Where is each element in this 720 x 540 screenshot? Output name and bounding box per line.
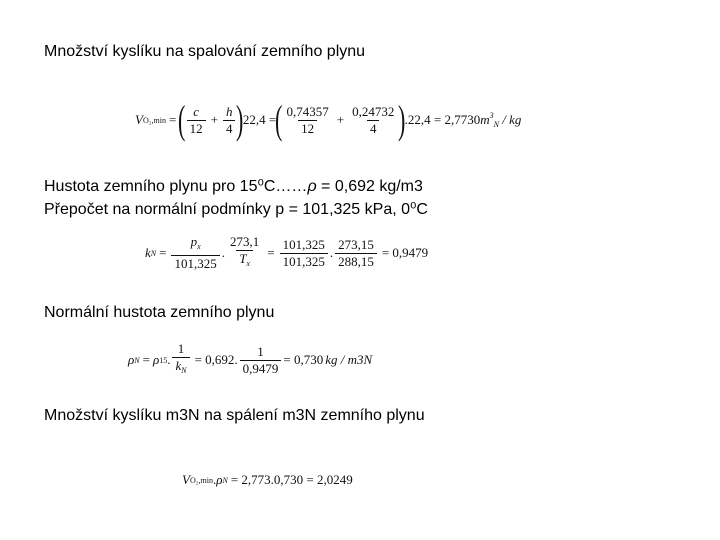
eq4-rho: ρ — [216, 472, 223, 487]
heading-oxygen-per-m3n: Množství kyslíku m3N na spálení m3N zemního plynu — [44, 407, 425, 424]
eq3-dot: . — [167, 352, 171, 367]
equation-rho-n — [128, 341, 372, 379]
eq1-equals: = — [168, 112, 177, 127]
eq2-equals-2: = — [267, 245, 275, 260]
heading-normal-density: Normální hustota zemního plynu — [44, 304, 275, 321]
eq1-plus-2: + — [336, 112, 345, 127]
eq1-unit: $m^3_N$ / kg — [480, 111, 522, 129]
eq3-lhs: ρ — [128, 352, 135, 367]
equation-kn — [145, 234, 428, 272]
eq3-mid: = 0,692. — [194, 352, 238, 367]
eq4-v: V — [182, 472, 190, 487]
heading-gas-density: Hustota zemního plynu pro 15⁰C……ρ = 0,692 kg/m3 — [44, 178, 423, 195]
eq4-dot: . — [212, 472, 217, 487]
eq2-lhs-sub: N — [150, 248, 157, 258]
eq3-equals: = — [142, 352, 150, 367]
eq1-frac-carbon: $\frac{0,74357}{12}$ — [286, 103, 329, 136]
eq1-frac-h: $\frac{h}{4}$ — [223, 104, 236, 137]
eq3-rho15: ρ — [152, 352, 160, 367]
equation-oxygen-min — [135, 97, 522, 142]
eq2-lhs: k — [145, 245, 151, 260]
equation-oxygen-volume — [182, 472, 353, 488]
eq2-frac-pressure: $\frac{101,325}{101,325}$ — [280, 237, 328, 270]
eq4-result: = 2,773.0,730 = 2,0249 — [230, 472, 353, 487]
eq3-rho15-sub: 15 — [159, 355, 168, 365]
eq1-frac-c: $\frac{c}{12}$ — [187, 104, 206, 137]
eq1-paren-open-1: ( — [178, 97, 186, 142]
eq1-lhs-sub: O₂,min — [142, 115, 166, 125]
eq1-paren-close-1: ) — [236, 97, 244, 142]
eq1-lhs: V — [135, 112, 143, 127]
eq3-frac-value: $\frac{1}{0,9479}$ — [240, 344, 282, 377]
eq3-frac-kn: $\frac{1}{k_N}$ — [172, 341, 189, 379]
eq4-v-sub: O₂,min — [189, 475, 213, 485]
eq3-unit: kg / m3N — [325, 352, 373, 367]
eq2-frac-temperature: $\frac{273,15}{288,15}$ — [335, 237, 377, 270]
eq1-mult-1: 22,4 = — [242, 112, 277, 127]
eq2-result: = 0,9479 — [381, 245, 429, 260]
eq3-result: = 0,730 — [283, 352, 324, 367]
eq4-rho-sub: N — [222, 475, 228, 485]
rho-symbol: ρ — [307, 178, 317, 195]
eq2-frac-px: $\frac{p_x}{101,325}$ — [171, 234, 219, 272]
heading-normal-conditions: Přepočet na normální podmínky p = 101,325 kPa, 0⁰C — [44, 201, 428, 218]
eq1-paren-open-2: ( — [275, 97, 283, 142]
heading-oxygen-amount: Množství kyslíku na spalování zemního plynu — [44, 43, 366, 60]
eq2-frac-tx: $\frac{273,1}{T_x}$ — [227, 234, 262, 272]
eq2-dot-2: . — [329, 245, 334, 260]
eq1-plus-1: + — [210, 112, 218, 127]
eq2-dot: . — [221, 245, 225, 260]
eq1-result: .22,4 = 2,7730 — [404, 112, 481, 127]
eq3-lhs-sub: N — [134, 355, 140, 365]
eq1-paren-close-2: ) — [398, 97, 406, 142]
eq1-frac-hydrogen: $\frac{0,24732}{4}$ — [352, 103, 395, 136]
eq2-equals: = — [159, 245, 167, 260]
